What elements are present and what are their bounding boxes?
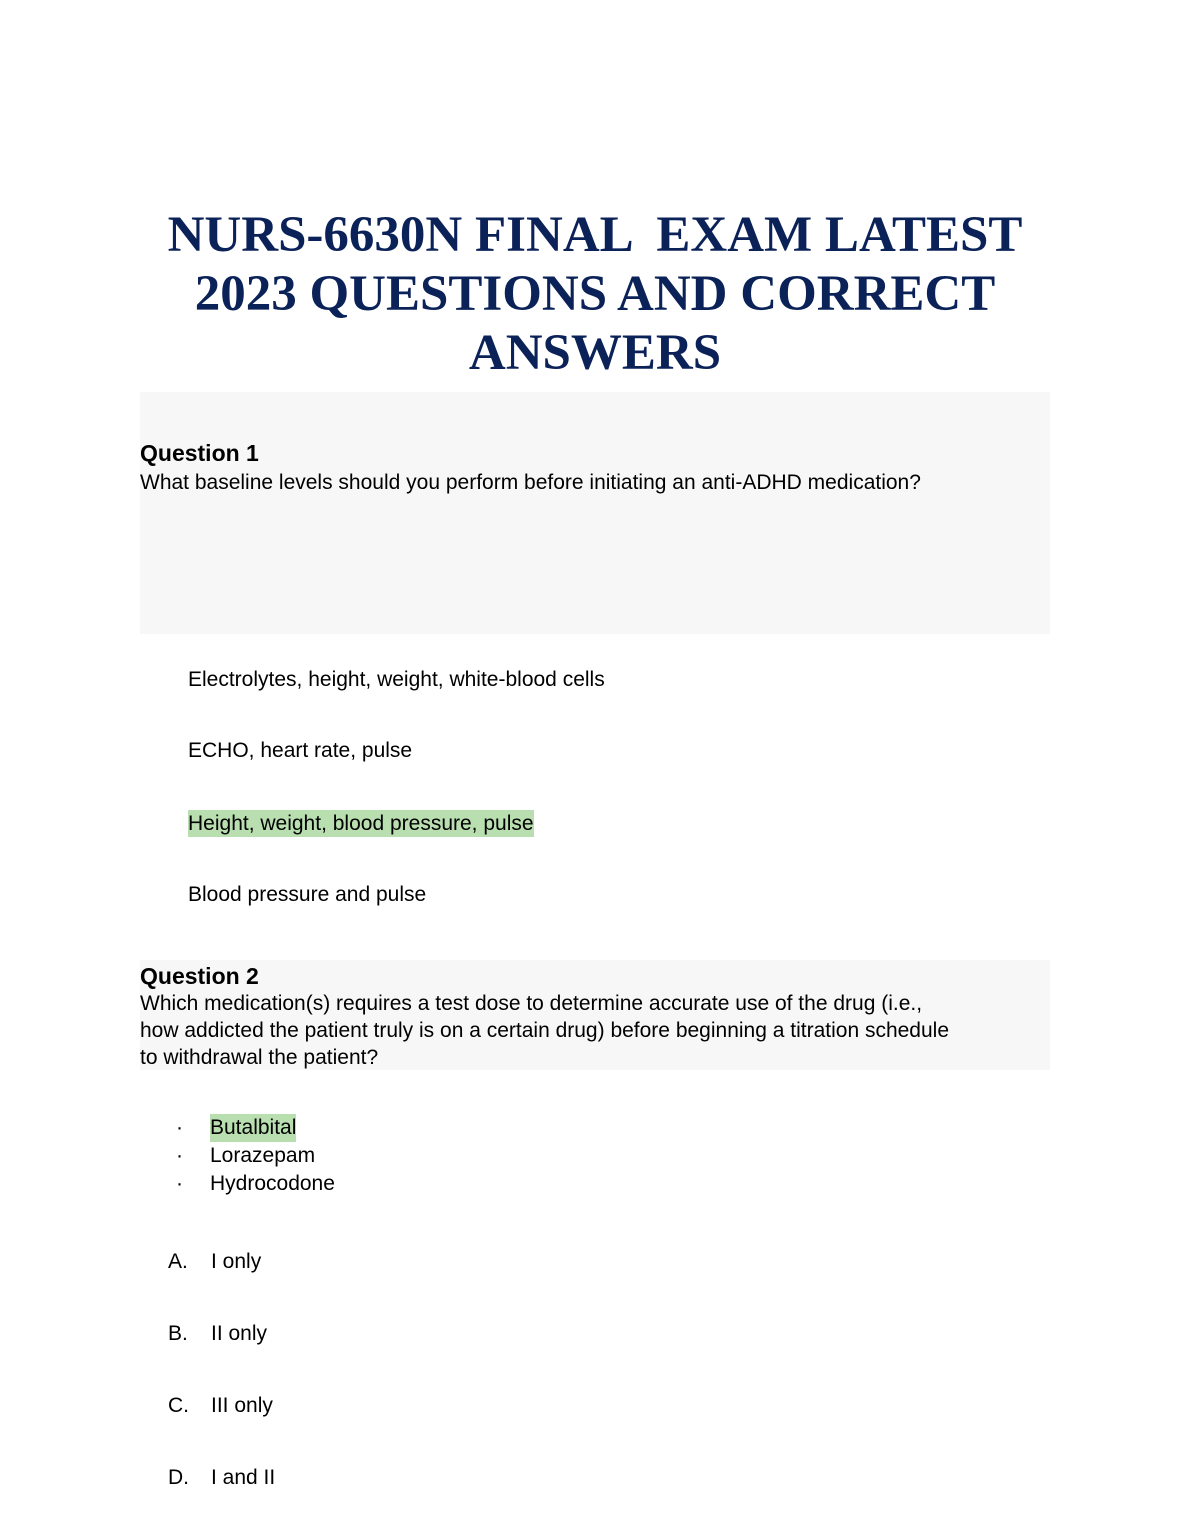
question-2-item-1-correct xyxy=(210,1114,296,1142)
question-1-text: What baseline levels should you perform before initiating an anti-ADHD medication? xyxy=(140,471,921,494)
choice-b-text: II only xyxy=(211,1322,268,1345)
choice-a-letter: A. xyxy=(168,1250,188,1273)
choice-c-text: III only xyxy=(211,1394,273,1417)
title-line: NURS-6630N FINAL EXAM LATEST xyxy=(167,207,1023,263)
question-2-item-3: Hydrocodone xyxy=(210,1172,335,1195)
question-1-option-1: Electrolytes, height, weight, white-blood cells xyxy=(188,668,605,691)
document-title xyxy=(95,206,1095,383)
bullet-icon: · xyxy=(176,1116,183,1139)
question-1-option-3-correct xyxy=(188,810,534,837)
question-1-option-4: Blood pressure and pulse xyxy=(188,883,427,906)
title-line: 2023 QUESTIONS AND CORRECT xyxy=(194,266,996,322)
question-1-heading: Question 1 xyxy=(140,440,259,466)
question-2-heading: Question 2 xyxy=(140,963,259,989)
choice-b-letter: B. xyxy=(168,1322,188,1345)
choice-d-text: I and II xyxy=(211,1466,276,1489)
question-1-box xyxy=(140,392,1050,634)
correct-answer-highlight: Height, weight, blood pressure, pulse xyxy=(188,812,534,835)
bullet-icon: · xyxy=(176,1172,183,1195)
title-line: ANSWERS xyxy=(468,325,722,381)
question-1-option-2: ECHO, heart rate, pulse xyxy=(188,739,413,762)
question-2-text xyxy=(140,990,1050,1071)
choice-a-text: I only xyxy=(211,1250,262,1273)
choice-c-letter: C. xyxy=(168,1394,189,1417)
question-2-item-2: Lorazepam xyxy=(210,1144,316,1167)
question-2-text-line: to withdrawal the patient? xyxy=(140,1046,379,1069)
choice-d-letter: D. xyxy=(168,1466,189,1489)
question-2-text-line: how addicted the patient truly is on a certain drug) before beginning a titration schedule xyxy=(140,1019,950,1042)
bullet-icon: · xyxy=(176,1144,183,1167)
question-2-text-line: Which medication(s) requires a test dose to determine accurate use of the drug (i.e., xyxy=(140,992,923,1015)
correct-answer-highlight: Butalbital xyxy=(210,1114,296,1142)
